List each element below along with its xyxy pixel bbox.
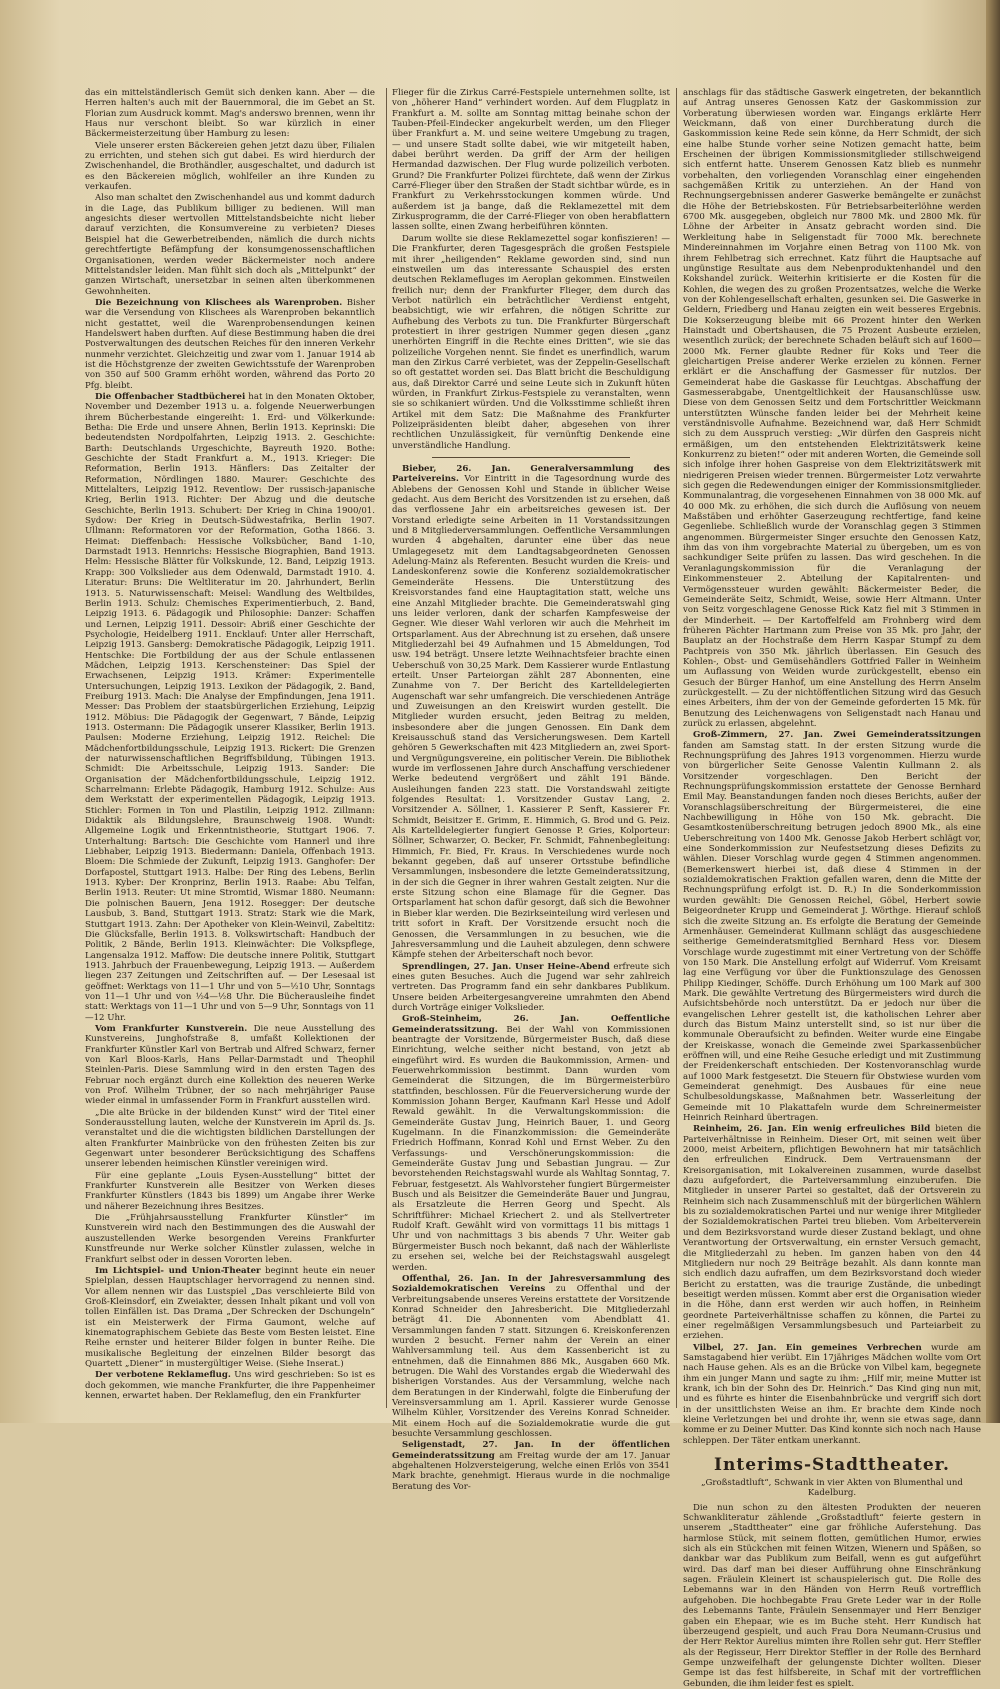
article-heading: Bieber, 26. Jan. Generalversammlung des Parteivereins. bbox=[392, 464, 670, 485]
article-heading: Die Bezeichnung von Klischees als Warenproben. bbox=[95, 297, 343, 308]
article-heading: Die Offenbacher Stadtbücherei bbox=[95, 391, 246, 402]
paragraph: Für eine geplante „Louis Eysen-Ausstellung“ bittet der Frankfurter Kunstverein alle Besitzer von Werken dieses Frankfurter Künstlers (1843 bis 1899) um Angabe ihrer Werke und näherer Bezeichnung ihres Besitzes. bbox=[85, 1170, 375, 1212]
paragraph: fanden am Samstag statt. In der ersten Sitzung wurde die Rechnungsprüfung des Jahres 1913 vorgenommen. Hierzu wurde von bürgerlicher Seite Genosse Valentin Kullmann 2. als Vorsitzender vorgeschlagen. Den Bericht der Rechnungsprüfungskommission erstattete der Genosse Bernhard Emil May. Beanstandungen fanden noch dieses Berichts, außer der Voranschlagsüberschreitung der Bürgermeisterei, die eine Nachbewilligung in Höhe von 150 Mk. gebracht. Die Gesamtkostenüberschreitung betrugen jedoch 8900 Mk., als eine Ueberschreitung von 1400 Mk. Genosse Jakob Herbert schlägt vor, eine Sonderkommission zur Neufestsetzung dieses Defizits zu wählen. Dieser Vorschlag wurde gegen 4 Stimmen angenommen. (Bemerkenswert hierbei ist, daß diese 4 Stimmen in der sozialdemokratischen Fraktion gefallen waren, denn die Mitte der Rechnungsprüfung erfolgt ist. D. R.) In die Sonderkommission wurden gewählt: Die Genossen Reichel, Göbel, Herbert sowie Beigeordneter Krupp und Gemeinderat J. Wörthge. Hierauf schloß sich die zweite Sitzung an. Es erfolgte die Beratung der Gemeinde Armenhäuser. Gemeinderat Kullmann schlägt das ausgeschiedene seitherige Gemeinderatsmitglied Bernhard Hess vor. Diesem Vorschlage wurde zugestimmt mit einer Vertretung von der Schöffe von 150 Mark. Die Anstellung erfolgt auf Widerruf. Vom Kreisamt lag eine Verfügung vor über die Funktionszulage des Genossen Philipp Kiedinger, Schöffe. Durch Erhöhung um 100 Mark auf 300 Mark. Die gewählte Vertretung des Bürgermeisters wird durch die Aufsichtsbehörde noch unterstützt. Da er jedoch nur über die evangelischen Lehrer gestellt ist, die katholischen Lehrer aber durch das Bistum Mainz unterstellt sind, so ist nur über die kommunale Oberaufsicht zu befinden. Weiter wurde eine Eingabe der Kreiskasse, wonach die Gemeinde zwei Sparkassenbücher eröffnen will, und eine Reihe Gesuche erledigt und mit Zustimmung der Freidenkerschaft entschieden. Der Kostenvoranschlag wurde auf 1000 Mark festgesetzt. Die Steuern für Obstwiese wurden vom Gemeinderat genehmigt. Des Ausbaues für eine neue Schulbesoldungskasse, Maßnahmen betr. Wasserleitung der Gemeinde mit 10 Plakattafeln wurde dem Schreinermeister Heinrich Reinhard übertragen. bbox=[683, 740, 981, 1124]
book-spine bbox=[986, 0, 1000, 1423]
article-heading: Seligenstadt, 27. Jan. In der öffentlichen Gemeinderatssitzung bbox=[392, 1440, 670, 1461]
column-rule bbox=[676, 88, 677, 1408]
divider bbox=[432, 457, 630, 458]
article-heading: Der verbotene Reklameflug. bbox=[95, 1370, 231, 1381]
column-left bbox=[85, 88, 375, 1418]
article-heading: Offenthal, 26. Jan. In der Jahresversammlung des Sozialdemokratischen Vereins bbox=[392, 1273, 670, 1295]
paragraph: Bisher war die Versendung von Klischees als Warenproben bekanntlich nicht gestattet, weil die Warenprobensendungen keinen Handelswert haben durften. Auf diese Bestimmung haben die drei Postverwaltungen des deutschen Reiches für den inneren Verkehr nunmehr verzichtet. Gleichzeitig und zwar vom 1. Januar 1914 ab ist die Höchstgrenze der zweiten Gewichtsstufe der Warenproben von 350 auf 500 Gramm erhöht worden, während das Porto 20 Pfg. bleibt. bbox=[85, 297, 375, 391]
paragraph: beginnt heute ein neuer Spielplan, dessen Hauptschlager hervorragend zu nennen sind. Vor allem nennen wir das Lustspiel „Das verschleierte Bild von Groß-Kleinsdorf, ein Zweiakter, dessen Inhalt pikant und voll von tollen Einfällen ist. Das Drama „Der Schrecken der Dschungeln“ ist ein Meisterwerk der Firma Gaumont, welche auf kinematographischem Gebiete das Beste vom Besten leistet. Eine Reihe ernster und heiterer Bilder folgen in bunter Reihe. Die musikalische Begleitung der einzelnen Bilder besorgt das Quartett „Diener“ in mustergültiger Weise. (Siehe Inserat.) bbox=[85, 1265, 376, 1369]
article-heading: Groß-Steinheim, 26. Jan. Oeffentliche Gemeinderatssitzung. bbox=[392, 1014, 670, 1035]
paragraph: bieten die Parteiverhältnisse in Reinheim. Dieser Ort, mit seinen weit über 2000, meist Arbeitern, pflichtigen Bewohnern hat mir tatsächlich den erfreulichen Eindruck. Dem Vertrauensmann der Kreisorganisation, mit Lokalvereinen zusammen, wurde daselbst dazu aufgefordert, die Parteiversammlung einzuberufen. Die Mitglieder in unserer Partei so gestaltet, daß der Ortsverein zu Reinheim sich nach Zusammenschluß mit der bürgerlichen Wählern bis zu sozialdemokratischen Partei und nur wenige ihrer Mitglieder der Sozialdemokratischen Partei treu blieben. Vom Arbeiterverein und dem Bezirksvorstand wurde dieser Zustand beklagt, und ohne Verantwortung der Ortsverwaltung, ein ernster Versuch gemacht, die Mitgliederzahl zu heben. Im ganzen haben von den 44 Mitgliedern nur noch 29 Beiträge bezahlt. Als dann konnte man sich endlich dazu aufraffen, um dem Bezirksvorstand doch wieder Bericht zu erstatten, was die traurige Zustände, die unbedingt beseitigt werden müssen. Kommt aber erst die Organisation wieder in die Höhe, dann erst werden wir auch hoffen, in Reinheim geordnete Parteiverhältnisse schaffen zu können, die Partei zu einer regelmäßigen Versammlungsbesuch und Parteiarbeit zu erziehen. bbox=[683, 1124, 981, 1342]
paragraph: das ein mittelständlerisch Gemüt sich denken kann. Aber — die Herren halten's auch mit der Bauernmoral, die im Gebet an St. Florian zum Ausdruck kommt. Mag's anderswo brennen, wenn ihr Haus nur verschont bleibt. So war kürzlich in einer Bäckermeisterzeitung über Hamburg zu lesen: bbox=[85, 88, 375, 140]
paragraph: hat in den Monaten Oktober, November und Dezember 1913 u. a. folgende Neuerwerbungen ihrem Bücherbestande eingereiht: 1. Erd- und Völkerkunde: Betha: Die Erde und unsere Ahnen, Berlin 1913. Keprinski: Die bedeutendsten Nordpolfahrten, Leipzig 1913. 2. Geschichte: Barth: Deutschlands Urgeschichte, Bayreuth 1920. Bothe: Geschichte der Stadt Frankfurt a. M., 1913. Krieger: Die Reformation, Berlin 1913. Hänflers: Das Zeitalter der Reformation, Nördlingen 1880. Maurer: Geschichte des Mittelalters, Leipzig 1912. Reventlow: Der russisch-japanische Krieg, Berlin 1913. Richter: Der Abzug und die deutsche Geschichte, Berlin 1913. Schubert: Der Krieg in China 1900/01. Sydow: Der Krieg in Deutsch-Südwestafrika, Berlin 1907. Ullmann: Reformatoren vor der Reformation, Gotha 1866. 3. Heimat: Dieffenbach: Hessische Volksbücher, Band 1-10, Darmstadt 1913. Hennrichs: Hessische Biographien, Band 1913. Helm: Hessische Blätter für Volkskunde, 12. Band, Leipzig 1913. Krapp: 300 Volkslieder aus dem Odenwald, Darmstadt 1910. 4. Literatur: Bruns: Die Weltliteratur im 20. Jahrhundert, Berlin 1913. 5. Naturwissenschaft: Meisel: Wandlung des Weltbildes, Berlin 1913. Schulz: Chemisches Experimentierbuch, 2. Band, Leipzig 1913. 6. Pädagogik und Philosophie: Danzer: Schaffen und Lernen, Leipzig 1911. Dessoir: Abriß einer Geschichte der Psychologie, Heidelberg 1911. Encklauf: Unter aller Herrschaft, Leipzig 1913. Gansberg: Demokratische Pädagogik, Leipzig 1911. Hentschke: Die Fortbildung der aus der Schule entlassenen Mädchen, Leipzig 1913. Kerschensteiner: Das Spiel der Erwachsenen, Leipzig 1913. Krämer: Experimentelle Untersuchungen, Leipzig 1913. Lexikon der Pädagogik, 2. Band, Freiburg 1913. Mach: Die Analyse der Empfindungen, Jena 1911. Messer: Das Problem der staatsbürgerlichen Erziehung, Leipzig 1912. Möbius: Die Pädagogik der Gegenwart, 7 Bände, Leipzig 1913. Ostermann: Die Pädagogik unserer Klassiker, Berlin 1913. Paulsen: Moderne Erziehung, Leipzig 1912. Reichel: Die Mädchenfortbildungsschule, Leipzig 1913. Rickert: Die Grenzen der naturwissenschaftlichen Begriffsbildung, Tübingen 1913. Schmidt: Die Arbeitsschule, Leipzig 1913. Sander: Die Organisation der Mädchenfortbildungsschule, Leipzig 1912. Scharrelmann: Erlebte Pädagogik, Hamburg 1912. Schulze: Aus dem Werkstatt der experimentellen Pädagogik, Leipzig 1913. Stichler: Formen in Ton und Plastilin, Leipzig 1912. Zillmann: Didaktik als Bildungslehre, Braunschweig 1908. Wundt: Allgemeine Logik und Erkenntnistheorie, Stuttgart 1906. 7. Unterhaltung: Bartsch: Die Geschichte vom Hannerl und ihre Liebhaber, Leipzig 1913. Biedermann: Daniela, Offenbach 1913. Bloem: Die Schmiede der Zukunft, Leipzig 1913. Ganghofer: Der Dorfapostel, Stuttgart 1913. Halbe: Der Ring des Lebens, Berlin 1913. Kyber: Der Kronprinz, Berlin 1913. Raabe: Abu Telfan, Berlin 1913. Reuter: Ut mine Stromtid, Wismar 1880. Neumann: Die polnischen Bauern, Jena 1912. Rosegger: Der deutsche Lausbub, 3. Band, Stuttgart 1913. Stratz: Stark wie die Mark, Stuttgart 1913. Zahn: Der Apotheker von Klein-Weinvil, Zabeltitz: Die Glücksfalle, Berlin 1913. 8. Volkswirtschaft: Handbuch der Politik, 2 Bände, Berlin 1913. Kleinwächter: Die Volkspflege, Langensalza 1912. Maffow: Die deutsche innere Politik, Stuttgart 1913. Jahrbuch der Frauenbewegung, Leipzig 1913. — Außerdem liegen 237 Zeitungen und Zeitschriften auf. — Der Lesesaal ist geöffnet: Werktags von 11—1 Uhr und von 5—½10 Uhr, Sonntags von 11—1 Uhr und von ½4—½8 Uhr. Die Bücherausleihe findet statt: Werktags von 11—1 Uhr und von 5—9 Uhr, Sonntags von 11—12 Uhr. bbox=[85, 391, 375, 1023]
paragraph: zu Offenthal und der Verbreitungsabende unseres Vereins erstattete der Vorsitzende Konrad Schneider den Jahresbericht. Die Mitgliederzahl beträgt 41. Die Abonnenten vom Abendblatt 41. Versammlungen fanden 7 statt. Sitzungen 6. Kreiskonferenzen wurden 2 besucht. Ferner nahm der Verein an einer Wahlversammlung teil. Aus dem Kassenbericht ist zu entnehmen, daß die Einnahmen 886 Mk., Ausgaben 660 Mk. betrugen. Die Wahl des Vorstandes ergab die Wiederwahl des bisherigen Vorstandes. Aus der Versammlung, welche nach dem Beratungen in der Kinderwahl, folgte die Einberufung der Vereinsversammlung am 1. April. Kassierer wurde Genosse Wilhelm Kühler, Vorsitzender des Vereins Konrad Schneider. Mit einem Hoch auf die Sozialdemokratie wurde die gut besuchte Versammlung geschlossen. bbox=[392, 1284, 671, 1439]
column-rule bbox=[386, 88, 387, 1408]
article-heading: Vom Frankfurter Kunstverein. bbox=[95, 1023, 248, 1034]
paragraph: Die „Frühjahrsausstellung Frankfurter Künstler“ im Kunstverein wird nach den Bestimmungen des die Auswahl der auszustellenden Werke besorgenden Vereins Frankfurter Kunstfreunde nur Werke solcher Künstler zulassen, welche in Frankfurt selbst oder in dessen Vororten leben. bbox=[85, 1213, 375, 1265]
paragraph: „Die alte Brücke in der bildenden Kunst“ wird der Titel einer Sonderausstellung lauten, welche der Kunstverein im April ds. Js. veranstaltet und die die wichtigsten bildlichen Darstellungen der alten Frankfurter Mainbrücke von den frühesten Zeiten bis zur Gegenwart unter besonderer Berücksichtigung des Schaffens unserer lebenden heimischen Künstler vereinigen wird. bbox=[85, 1107, 375, 1170]
paragraph: Vor Eintritt in die Tagesordnung wurde des Ablebens der Genossen Kohl und Stande in üblicher Weise gedacht. Aus dem Bericht des Vorsitzenden ist zu ersehen, daß das verflossene Jahr ein arbeitsreiches gewesen ist. Der Vorstand erledigte seine Arbeiten in 11 Vorstandssitzungen und 8 Mitgliederversammlungen. Oeffentliche Versammlungen wurden 4 abgehalten, darunter eine über das neue Umlagegesetz mit dem Landtagsabgeordneten Genossen Adelung-Mainz als Referenten. Besucht wurden die Kreis- und Landeskonferenz sowie die Konferenz sozialdemokratischer Gemeinderäte Hessens. Die Unterstützung des Kreisvorstandes fand eine Hauptagitation statt, welche uns eine Anzahl Mitglieder brachte. Die Gemeinderatswahl ging uns leider verloren, dank der scharfen Kampfesweise der Gegner. Wie dieser Wahl verloren wir auch die Mehrheit im Ortsparlament. Aus der Abrechnung ist zu ersehen, daß unsere Mitgliederzahl bei 49 Aufnahmen und 15 Abmeldungen, Tod usw. 194 beträgt. Unsere letzte Weihnachtsfeier brachte einen Ueberschuß von 30,25 Mark. Dem Kassierer wurde Entlastung erteilt. Unser Parteiorgan zählt 287 Abonnenten, eine Zunahme von 7. Der Bericht des Kartelldelegierten Augenschaft war sehr umfangreich. Die verschiedenen Anträge und Zuweisungen an den Kreiswirt wurden gestellt. Die Mitglieder wurden ersucht, jeden Beitrag zu melden, insbesondere aber die jungen Genossen. Ein Dank dem Kreisausschuß stand das Versicherungswesen. Dem Kartell gehören 5 Gewerkschaften mit 423 Mitgliedern an, zwei Sport- und Vergnügungsvereine, ein politischer Verein. Die Bibliothek wurde im verflossenen Jahre durch Anschaffung verschiedener Werke bedeutend vergrößert und zählt 191 Bände. Ausleihungen fanden 223 statt. Die Vorstandswahl zeitigte folgendes Resultat: 1. Vorsitzender Gustav Lang, 2. Vorsitzender A. Söllner, 1. Kassierer P. Senft, Kassierer Fr. Schmidt, Beisitzer E. Grimm, E. Himmich, G. Brod und G. Peiz. Als Kartelldelegierter fungiert Genosse P. Gries, Kolporteur: Söllner, Schwarzer, O. Becker, Fr. Schmidt, Fahnenbegleitung: Himmich, Fr. Bied, Fr. Kraus. In Verschiedenes wurde noch bekannt gegeben, daß auf unserer Ortsstube befindliche Versammlungen, insbesondere die letzte Gemeinderatssitzung, in der sich die Gegner in ihrer wahren Gestalt zeigten. Nur die erste Sitzung schon eine Blamage für die Gegner. Das Ortsparlament hat schon dafür gesorgt, daß sich die Bewohner in Bieber klar werden. Die Bezirkseinteilung wird verlesen und tritt sofort in Kraft. Der Vorsitzende ersucht noch die Genossen, die Versammlungen in zu besuchen, wie die Jahresversammlung und die Lauheit abzulegen, denn schwere Kämpfe stehen der Arbeiterschaft noch bevor. bbox=[392, 474, 671, 961]
section-subtitle: „Großstadtluft“, Schwank in vier Akten von Blumenthal und Kadelburg. bbox=[701, 1478, 963, 1499]
paragraph: erfreute sich eines guten Besuches. Auch die Jugend war sehr zahlreich vertreten. Das Programm fand ein sehr dankbares Publikum. Unsere beiden Arbeitergesangvereine umrahmten den Abend durch Vorträge einiger Volkslieder. bbox=[392, 961, 670, 1013]
paragraph: Darum wollte sie diese Reklamezettel sogar konfiszieren! — Die Frankfurter, deren Tagesgespräch die großen Festspiele mit ihrer „heiligenden“ Reklame geworden sind, sind nun einstweilen um das interessante Schauspiel des ersten deutschen Reklamefluges im Aeroplan gekommen. Einstweilen freilich nur; denn der Frankfurter Flieger, dem durch das Verbot natürlich ein beträchtlicher Verdienst entgeht, beabsichtigt, wie wir erfahren, die nötigen Schritte zur Aufhebung des Verbots zu tun. Die Frankfurter Bürgerschaft protestiert in ihrer gestrigen Nummer gegen diesen „ganz unerhörten Eingriff in die Rechte eines Dritten“, wie sie das polizeiliche Vorgehen nennt. Sie findet es unerfindlich, warum man den Zirkus Carré verbietet, was der Zeppelin-Gesellschaft so oft gestattet worden sei. Das Blatt bricht die Beschuldigung aus, daß Direktor Carré und seine Leute sich in Zukunft hüten würden, in Frankfurt Zirkus-Festspiele zu veranstalten, wenn sie so schikaniert würden. Und die Volksstimme schließt ihren Artikel mit dem Satz: Die Maßnahme des Frankfurter Polizeipräsidenten bleibt daher, abgesehen von ihrer rechtlichen Unzulässigkeit, für vernünftig Denkende eine unverständliche Handlung. bbox=[392, 233, 670, 451]
section-title: Interims-Stadttheater. bbox=[714, 1455, 950, 1476]
paragraph: am Freitag wurde der am 17. Januar abgehaltenen Holzversteigerung, welche einen Erlös von 3541 Mark brachte, genehmigt. Hieraus wurde in die nochmalige Beratung des Vor- bbox=[392, 1450, 670, 1492]
paragraph: wurde am Samstagabend hier verübt. Ein 17jähriges Mädchen wollte vom Ort nach Hause gehen. Als es an die Brücke von Vilbel kam, begegnete ihm ein junger Mann und sagte zu ihm: „Hilf mir, meine Mutter ist krank, ich bin der Sohn des Dr. Heinrich.“ Das Kind ging nun mit, und es führte es hinter die Eisenbahnbrücke und vergriff sich dort in der unsittlichsten Weise an ihm. Er brachte dem Kinde noch kleine Verletzungen bei und drohte ihr, wenn sie etwas sage, dann komme er zu Deiner Mutter. Das Kind konnte sich noch nach Hause schleppen. Der Täter entkam unerkannt. bbox=[683, 1342, 982, 1446]
paragraph: Uns wird geschrieben: So ist es doch gekommen, wie manche Frankfurter, die ihre Pappenheimer kennen, erwartet haben. Der Reklameflug, den ein Frankfurter bbox=[85, 1370, 375, 1401]
column-right bbox=[683, 88, 982, 1689]
paragraph: Bei der Wahl von Kommissionen beantragte der Vorsitzende, Bürgermeister Busch, daß diese Einrichtung, welche seither nicht bestand, von jetzt ab eingeführt wird. Es wurden die Baukommission, Armen- und Feuerwehrkommission bestimmt. Dann wurden vom Gemeinderat die Sitzungen, die im Bürgermeisterbüro stattfinden, beschlossen. Für die Feuerversicherung wurde der Kommission Johann Berger, Kaufmann Karl Hesse und Adolf Rewald gewählt. In die Verwaltungskommission: die Gemeinderäte Gustav Jung, Heinrich Bauer, 1. und Georg Kugelmann. In die Finanzkommission: die Gemeinderäte Friedrich Hoffmann, Konrad Kohl und Ernst Weber. Zu den Verfassungs- und Verschönerungskommission: die Gemeinderäte Gustav Jung und Sebastian Jungrau. — Zur bevorstehenden Reichstagswahl wurde als Wahltag Sonntag, 7. Februar, festgesetzt. Als Wahlvorsteher fungiert Bürgermeister Busch und als Beisitzer die Gemeinderäte Bauer und Jungrau, als Ersatzleute die Herren Georg und Specht. Als Schriftführer: Michael Kriechert 2. und als Stellvertreter Rudolf Kraft. Gewählt wird von vormittags 11 bis mittags 1 Uhr und von nachmittags 3 bis abends 7 Uhr. Weiter gab Bürgermeister Busch noch bekannt, daß nach der Wählerliste zu ersehen sei, welche bei der Reichstagswahl ausgelegt werden. bbox=[392, 1024, 671, 1273]
paragraph: anschlags für das städtische Gaswerk eingetreten, der bekanntlich auf Antrag unseres Genossen Katz der Gaskommission zur Vorberatung überwiesen worden war. Eingangs erklärte Herr Weickmann, daß von einer Durchberatung durch die Gaskommission keine Rede sein könne, da Herr Schmidt, der sich eine halbe Stunde vorher seine Notizen gemacht hatte, beim Erscheinen der übrigen Kommissionsmitglieder stillschweigend sich entfernt hatte. Unserem Genossen Katz blieb es nunmehr vorbehalten, den vorliegenden Voranschlag einer eingehenden sachgemäßen Kritik zu unterziehen. An der Hand von Rechnungsergebnissen anderer Gaswerke bemängelte er zunächst die Höhe der Betriebskosten. Für Betriebsarbeiterlöhne werden 6700 Mk. ausgegeben, obgleich nur 7800 Mk. und 2800 Mk. für Löhne der Arbeiter in Ansatz gebracht worden sind. Die Werkleitung habe in Seligenstadt für 7000 Mk. berechnete Mindereinnahmen im Vorjahre einen Betrag von 1100 Mk. von ihrem Fehlbetrag sich errechnet. Katz führt die Hauptsache auf ungünstige Resultate aus dem Nebenproduktenhandel und den Kokshandel zurück. Weiterhin kritisierte er die Kosten für die Kohlen, die wegen des zu großen Prozentsatzes, welche die Werke von der Kohlengesellschaft erhalten, gesunken sei. Die Gaswerke in Geldern, Friedberg und Hanau zeigten ein weit besseres Ergebnis. Die Kokserzeugung bleibe mit 66 Prozent hinter den Werken Hainstadt und Obertshausen, die 75 Prozent Ausbeute erzielen, wesentlich zurück; der berechnete Schaden beläuft sich auf 1600—2000 Mk. Ferner glaubte Redner für Koks und Teer die gleichartigen Preise anderer Werke erzielen zu können. Ferner erklärt er die Anschaffung der Gasmesser für nutzlos. Der Gemeinderat habe die Gaskasse für Leuchtgas. Abschaffung der Gasmesserabgabe, Unentgeltlichkeit der Hausanschlüsse usw. Diese von dem Genossen Seitz und dem Fortschrittler Weickmann unterstützten Wünsche fanden leider bei der Mehrheit keine verständnisvolle Aufnahme. Bezeichnend war, daß Herr Schmidt sich zu dem Ausspruch verstieg: „Wir dürfen den Gaspreis nicht ermäßigen, um den entstehenden Elektrizitätswerk keine Konkurrenz zu bieten!“ oder mit anderen Worten, die Gemeinde soll sich infolge ihrer hohen Gaspreise von dem Elektrizitätswerk mit niedrigeren Preisen wieder trennen. Bürgermeister Lotz verwahrte sich gegen die Redewendungen einiger der Kommissionsmitglieder. Kommunalantrag, die vorgesehenen Einnahmen von 38 000 Mk. auf 40 000 Mk. zu erhöhen, die sich durch die Auflösung von neuem Maßstäben und erhöhter Gaserzeugung rechtfertige, fand keine Gegenliebe. Schließlich wurde der Voranschlag gegen 3 Stimmen angenommen. Bürgermeister Singer ersuchte den Genossen Katz, ihm das von ihm vorgebrachte Material zu übergeben, um es von sachkundiger Seite prüfen zu lassen. Das wird geschehen. In die Veranlagungskommission für die Veranlagung der Einkommensteuer 2. Abteilung der Kapitalrenten- und Vermögenssteuer wurden gewählt: Bäckermeister Beder, die Gemeinderäte Seitz, Schmidt, Weise, sowie Herr Altmann. Unter von Seitz vorgeschlagene Genosse Rick Katz fiel mit 3 Stimmen in der Minderheit. — Der Kartoffelfeld am Frohnberg wird dem früheren Pächter Hartmann zum Preise von 35 Mk. pro Jahr, der Bauplatz an der Hochstraße dem Herrn Kaspar Stumpf zu dem Pachtpreis von 350 Mk. jährlich überlassen. Ein Gesuch des Kohlen-, Obst- und Gemüsehändlers Gottfried Faller in Weinheim um Auflassung von Weiden wurde zurückgestellt, ebenso ein Gesuch der Bürger Hanhof, um eine Anstellung des Herrn Anselm zurückgestellt. — Zu der nichtöffentlichen Sitzung wird das Gesuch eines Arbeiters, ihm der von der Gemeinde geforderten 15 Mk. für Benutzung des Leichenwagens von Seligenstadt nach Hanau und zurück zu erlassen, abgelehnt. bbox=[683, 88, 981, 729]
paragraph: Die nun schon zu den ältesten Produkten der neueren Schwankliteratur zählende „Großstadtluft“ feierte gestern in unserem „Stadttheater“ eine gar fröhliche Auferstehung. Das harmlose Stück, mit seinem flotten, gemütlichen Humor, erwies sich als ein Stückchen mit feinen Witzen, Wienern und Späßen, so dankbar war das Publikum zum Beifall, wenn es gut aufgeführt wird. Das darf man bei dieser Aufführung ohne Einschränkung sagen. Fräulein Kleinert ist schauspielerisch gut. Die Rolle des Lebemanns war in den Händen von Herrn Reuß vortrefflich aufgehoben. Die hochbegabte Frau Grete Leder war in der Rolle des Lebemanns Tante, Fräulein Sensenmayer und Herr Benziger gaben ein Ehepaar, wie es im Buche steht. Herr Kundisch hat überzeugend gespielt, und auch Frau Dora Neumann-Crusius und der Herr Rektor Aurelius mimten ihre Rollen sehr gut. Herr Steffler als der Regisseur, Herr Direktor Steffler in der Rolle des Bernhard Gempe unzweifelhaft der gelungenste Dichter wollten. Dieser Gempe ist das fest hilfsbereite, in Schaf mit der vortrefflichen Gebunden, die ihm leider fest es spielt. bbox=[683, 1502, 981, 1689]
article-heading: Im Lichtspiel- und Union-Theater bbox=[95, 1265, 261, 1276]
article-heading: Sprendlingen, 27. Jan. Unser Heine-Abend bbox=[402, 961, 610, 972]
paragraph: Die neue Ausstellung des Kunstvereins, Junghofstraße 8, umfaßt Kollektionen der Frankfurter Künstler Karl von Bertrab und Alfred Schwarz, ferner von Karl Bloos-Karls, Hans Pellar-Darmstadt und Theophil Steinlen-Paris. Diese Sammlung wird in den ersten Tagen des Februar noch ergänzt durch eine Kollektion des neueren Werke von Prof. Wilhelm Trübner, der so nach mehrjähriger Pause wieder einmal in umfassender Form in Frankfurt ausstellen wird. bbox=[85, 1023, 376, 1107]
paragraph: Flieger für die Zirkus Carré-Festspiele unternehmen sollte, ist von „höherer Hand“ verhindert worden. Auf dem Flugplatz in Frankfurt a. M. sollte am Sonntag mittag beinahe schon der Tauben-Pfeil-Eindecker angekurbelt werden, um den Flieger über Frankfurt a. M. und seine weitere Umgebung zu tragen, — und unsere Stadt sollte dabei, wie wir mitgeteilt haben, dabei berührt werden. Da griff der Arm der heiligen Hermandad dazwischen. Der Flug wurde polizeilich verboten. Grund? Die Frankfurter Polizei fürchtete, daß wenn der Zirkus Carré-Flieger über den Straßen der Stadt sichtbar würde, es in Frankfurt zu Verkehrsstockungen kommen würde. Und außerdem ist ja bange, daß die Reklamezettel mit dem Zirkusprogramm, die der Carré-Flieger von oben herabflattern lassen sollte, einen Zwang herbeiführen könnten. bbox=[392, 88, 670, 233]
article-heading: Groß-Zimmern, 27. Jan. Zwei Gemeinderatssitzungen bbox=[693, 730, 981, 741]
column-middle bbox=[392, 88, 671, 1492]
paragraph: Also man schaltet den Zwischenhandel aus und kommt dadurch in die Lage, das Publikum billiger zu bedienen. Will man angesichts dieser wertvollen Mittelstandsbeichte nicht lieber darauf verzichten, die Konsumvereine zu verbieten? Dieses Beispiel hat die Gewerbetreibenden, nämlich die durch nichts gerechtfertigte Befämpfung der konsumgenossenschaftlichen Organisationen, werden weder Bäckermeister noch andere Mittelstandsler leiden. Man fühlt sich doch als „Mittelpunkt“ der ganzen Wirtschaft, unersetzbar in seinen alten überkommenen Gewohnheiten. bbox=[85, 193, 375, 297]
article-heading: Reinheim, 26. Jan. Ein wenig erfreuliches Bild bbox=[693, 1124, 931, 1135]
paragraph: Viele unserer ersten Bäckereien gehen jetzt dazu über, Filialen zu errichten, und stehen sich gut dabei. Es wird hierdurch der Zwischenhandel, die Brothändler, ausgeschaltet, und dadurch ist es den Bäckereien möglich, wohlfeiler an ihre Kunden zu verkaufen. bbox=[85, 140, 375, 193]
article-heading: Vilbel, 27. Jan. Ein gemeines Verbrechen bbox=[693, 1342, 922, 1353]
